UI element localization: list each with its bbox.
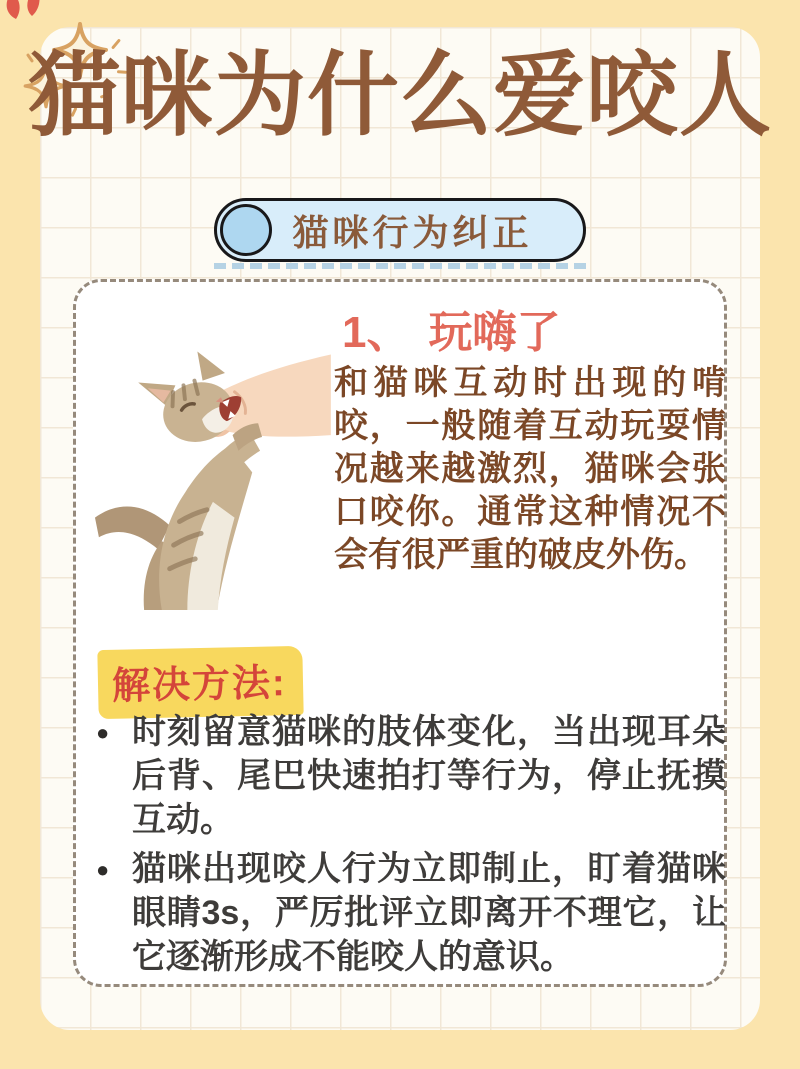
category-badge (214, 198, 586, 262)
section-number: 1、 (342, 308, 411, 357)
solution-label: 解决方法: (97, 646, 303, 719)
badge-label: 猫咪行为纠正 (292, 211, 533, 253)
list-item: ● 猫咪出现咬人行为立即制止，盯着猫咪眼睛3s，严厉批评立即离开不理它，让它逐渐形成不能咬人的意识。 (96, 847, 726, 979)
kitten-photo (82, 325, 334, 610)
list-item: ● 时刻留意猫咪的肢体变化，当出现耳朵后背、尾巴快速拍打等行为，停止抚摸互动。 (96, 710, 726, 842)
section-title: 玩嗨了 (428, 308, 561, 357)
section-heading (342, 296, 560, 360)
badge-circle-icon (220, 204, 272, 256)
divider-dashes (214, 263, 586, 269)
section-body: 和猫咪互动时出现的啃咬，一般随着互动玩耍情况越来越激烈，猫咪会张口咬你。通常这种情况不会有很严重的破皮外伤。 (334, 364, 726, 574)
page-title: 猫咪为什么爱咬人 (27, 45, 772, 147)
solution-bullet-list (96, 710, 726, 984)
